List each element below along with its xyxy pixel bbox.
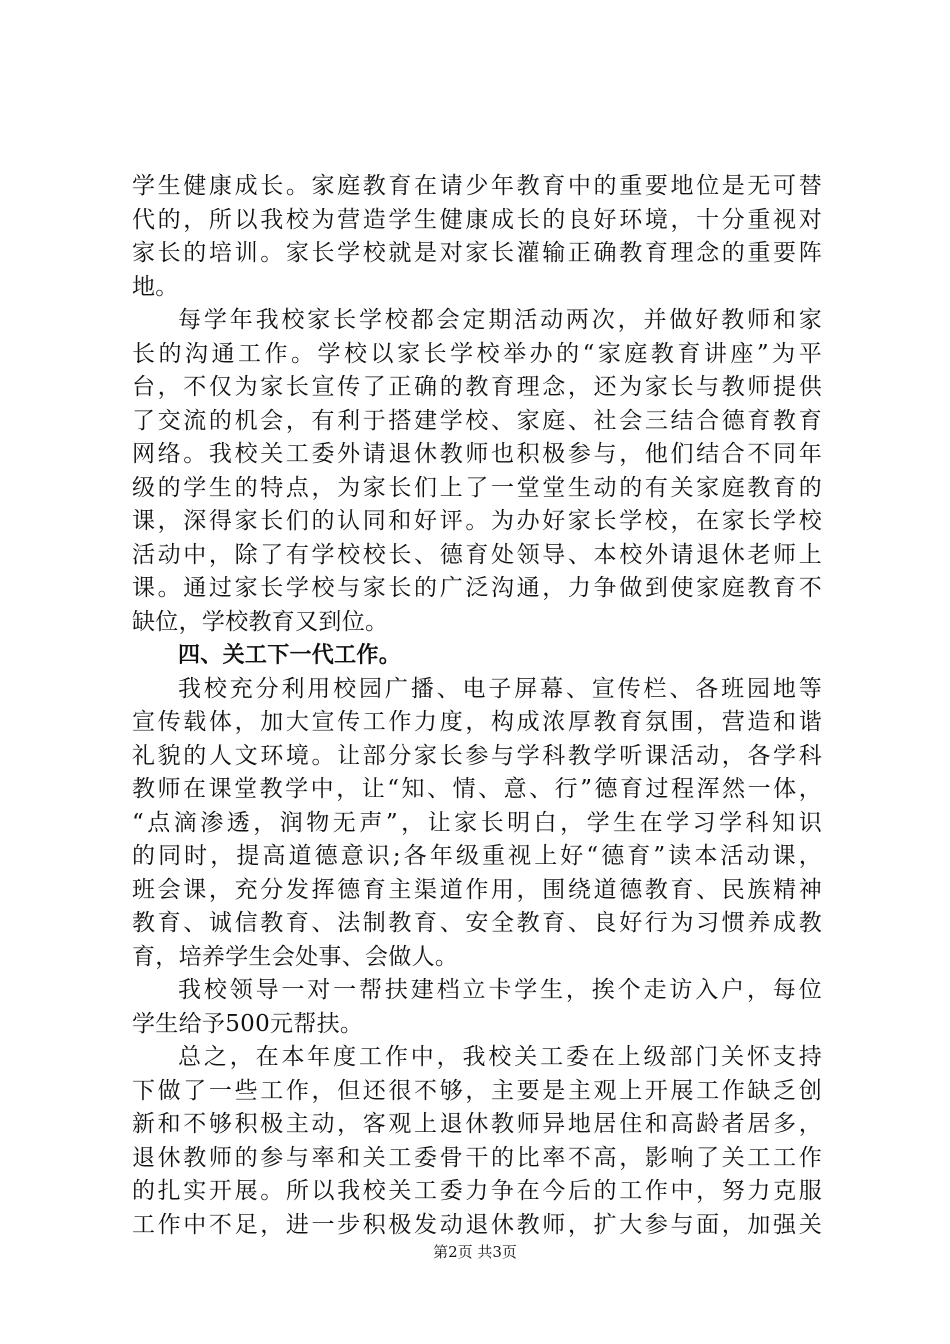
text-line: 课，深得家长们的认同和好评。为办好家长学校，在家长学校 <box>132 508 822 534</box>
text-line: 课。通过家长学校与家长的广泛沟通，力争做到使家庭教育不 <box>132 575 822 601</box>
text-line: 我校领导一对一帮扶建档立卡学生，挨个走访入户，每位 <box>178 977 822 1003</box>
text-line: 礼貌的人文环境。让部分家长参与学科教学听课活动，各学科 <box>132 742 822 769</box>
text-line: 了交流的机会，有利于搭建学校、家庭、社会三结合德育教育 <box>132 407 822 434</box>
document-body <box>132 170 822 1242</box>
text-line: 活动中，除了有学校校长、德育处领导、本校外请退休老师上 <box>132 541 822 568</box>
text-line: 退休教师的参与率和关工委骨干的比率不高，影响了关工工作 <box>132 1144 822 1171</box>
text-line: 学生健康成长。家庭教育在请少年教育中的重要地位是无可替 <box>132 173 822 199</box>
text-line: 家长的培训。家长学校就是对家长灌输正确教育理念的重要阵 <box>132 240 822 266</box>
text-line: 长的沟通工作。学校以家长学校举办的“家庭教育讲座”为平 <box>132 340 822 367</box>
text-line: 台，不仅为家长宣传了正确的教育理念，还为家长与教师提供 <box>132 374 822 400</box>
text-line: 下做了一些工作，但还很不够，主要是主观上开展工作缺乏创 <box>132 1077 822 1104</box>
text-line: 学生给予500元帮扶。 <box>132 1010 364 1037</box>
text-line: 工作中不足，进一步积极发动退休教师，扩大参与面，加强关 <box>132 1211 822 1238</box>
text-line: 代的，所以我校为营造学生健康成长的良好环境，十分重视对 <box>132 206 822 233</box>
text-line: 的同时，提高道德意识;各年级重视上好“德育”读本活动课， <box>132 843 822 869</box>
text-line: 教育、诚信教育、法制教育、安全教育、良好行为习惯养成教 <box>132 910 822 936</box>
text-line: “点滴渗透，润物无声”，让家长明白，学生在学习学科知识 <box>132 809 822 836</box>
text-line: 新和不够积极主动，客观上退休教师异地居住和高龄者居多， <box>132 1111 822 1137</box>
text-line: 班会课，充分发挥德育主渠道作用，围绕道德教育、民族精神 <box>132 876 822 903</box>
section-heading: 四、关工下一代工作。 <box>178 643 402 668</box>
text-line: 缺位，学校教育又到位。 <box>132 608 389 635</box>
text-line: 地。 <box>132 273 179 300</box>
text-line: 教师在课堂教学中，让“知、情、意、行”德育过程浑然一体， <box>132 776 822 802</box>
text-line: 网络。我校关工委外请退休教师也积极参与，他们结合不同年 <box>132 441 822 467</box>
page-footer: 第2页 共3页 <box>433 1243 517 1261</box>
text-line: 宣传载体，加大宣传工作力度，构成浓厚教育氛围，营造和谐 <box>132 709 822 735</box>
text-line: 总之，在本年度工作中，我校关工委在上级部门关怀支持 <box>178 1044 822 1070</box>
text-line: 级的学生的特点，为家长们上了一堂堂生动的有关家庭教育的 <box>132 474 822 501</box>
text-line: 的扎实开展。所以我校关工委力争在今后的工作中，努力克服 <box>132 1178 822 1204</box>
text-line: 每学年我校家长学校都会定期活动两次，并做好教师和家 <box>178 307 822 333</box>
text-line: 育，培养学生会处事、会做人。 <box>132 943 459 970</box>
text-line: 我校充分利用校园广播、电子屏幕、宣传栏、各班园地等 <box>178 675 822 702</box>
